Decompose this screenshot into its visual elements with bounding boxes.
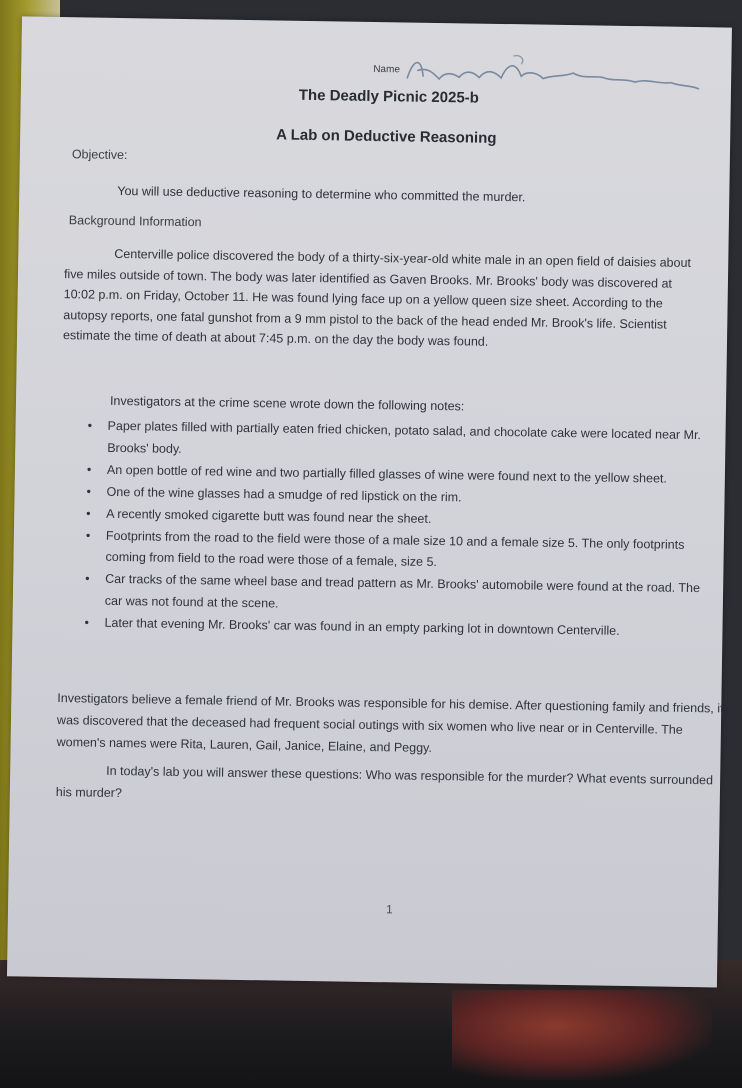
worksheet-page [7, 16, 732, 987]
questions-paragraph [56, 759, 717, 813]
bullet-icon: • [86, 505, 91, 521]
bullet-icon: • [87, 418, 93, 433]
questions-text: In today's lab you will answer these questions: Who was responsible for the murder? What events surrounded his murder? [55, 763, 714, 801]
page-number: 1 [385, 902, 393, 917]
bullet-icon: • [86, 462, 92, 477]
handwritten-signature [403, 48, 704, 95]
name-label: Name [373, 63, 401, 76]
notes-list [84, 416, 717, 644]
bullet-icon: • [85, 571, 90, 586]
list-item: • An open bottle of red wine and two partially filled glasses of wine were found next to the yellow sheet. [87, 459, 717, 490]
list-item: • A recently smoked cigarette butt was found near the sheet. [86, 503, 716, 534]
list-item: • Paper plates filled with partially eaten fried chicken, potato salad, and chocolate cake were located near Mr. Brooks' body. [87, 416, 718, 469]
objective-text: You will use deductive reasoning to determine who committed the murder. [117, 183, 526, 205]
conclusion-paragraph: Investigators believe a female friend of Mr. Brooks was responsible for his demise. After questioning family and friends, it was discovered that the deceased had frequent social outings with six women who live near or in Centerville. The women's names were Rita, Lauren, Gail, Janice, Elaine, and Peggy. [56, 691, 724, 755]
list-item: • Later that evening Mr. Brooks' car was found in an empty parking lot in downtown Centerville. [84, 612, 714, 643]
background-heading: Background Information [68, 213, 202, 230]
bullet-icon: • [85, 527, 91, 543]
list-item: • One of the wine glasses had a smudge of red lipstick on the rim. [86, 481, 716, 512]
document-subtitle: A Lab on Deductive Reasoning [276, 126, 497, 147]
bullet-icon: • [84, 614, 90, 630]
background-paragraph [63, 243, 705, 356]
document-title: The Deadly Picnic 2025-b [298, 86, 480, 107]
background-paragraph-text: Centerville police discovered the body of a thirty-six-year-old white male in an open field of daisies about five miles outside of town. The body was later identified as Gaven Brooks. Mr. Brooks' body was discovered at 10:02 p.m. on Friday, October 11. He was found lying face up on a yellow queen size sheet. According to the autopsy reports, one fatal gunshot from a 9 mm pistol to the back of the head ended Mr. Brook's life. Scientist estimate the time of death at about 7:45 p.m. on the day the body was found. [62, 246, 692, 349]
bullet-icon: • [86, 483, 92, 499]
list-item: • Footprints from the road to the field were those of a male size 10 and a female size 5. The only footprints coming from field to the road were those of a female, size 5. [85, 525, 716, 578]
objective-heading: Objective: [71, 147, 128, 163]
list-item: • Car tracks of the same wheel base and tread pattern as Mr. Brooks' automobile were found at the road. The car was not found at the scene. [85, 568, 716, 621]
notes-intro: Investigators at the crime scene wrote down the following notes: [109, 393, 465, 414]
